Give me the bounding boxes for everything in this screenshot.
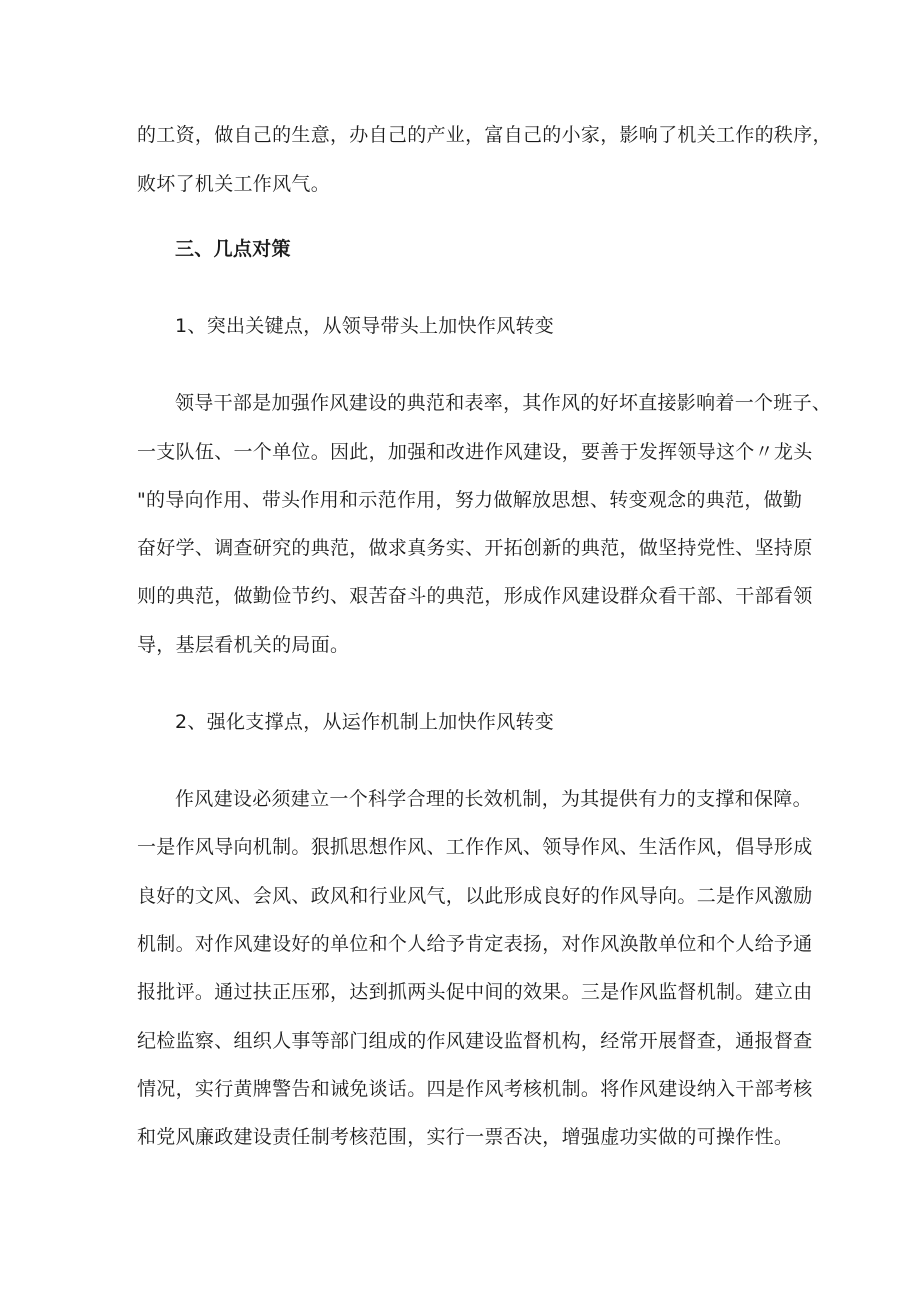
subheading-2: 2、强化支撑点，从运作机制上加快作风转变 <box>175 711 555 733</box>
paragraph-2-line-8: 和党风廉政建设责任制考核范围，实行一票否决，增强虚功实做的可操作性。 <box>137 1126 794 1148</box>
paragraph-2-line-4: 机制。对作风建设好的单位和个人给予肯定表扬，对作风涣散单位和个人给予通 <box>137 933 813 955</box>
paragraph-continued-line-2: 败坏了机关工作风气。 <box>137 173 331 195</box>
paragraph-2-line-3: 良好的文风、会风、政风和行业风气，以此形成良好的作风导向。二是作风激励 <box>137 885 813 907</box>
paragraph-2-line-5: 报批评。通过扶正压邪，达到抓两头促中间的效果。三是作风监督机制。建立由 <box>137 981 813 1003</box>
paragraph-1-line-5: 则的典范，做勤俭节约、艰苦奋斗的典范，形成作风建设群众看干部、干部看领 <box>137 585 813 607</box>
paragraph-2-line-1: 作风建设必须建立一个科学合理的长效机制，为其提供有力的支撑和保障。 <box>175 788 812 810</box>
paragraph-1-line-2: 一支队伍、一个单位。因此，加强和改进作风建设，要善于发挥领导这个〃龙头 <box>137 441 813 463</box>
paragraph-1-line-3: "的导向作用、带头作用和示范作用，努力做解放思想、转变观念的典范，做勤 <box>137 489 803 511</box>
paragraph-continued-line-1: 的工资，做自己的生意，办自己的产业，富自己的小家，影响了机关工作的秩序， <box>137 124 832 146</box>
subheading-1: 1、突出关键点，从领导带头上加快作风转变 <box>175 315 555 337</box>
paragraph-2-line-7: 情况，实行黄牌警告和诫免谈话。四是作风考核机制。将作风建设纳入干部考核 <box>137 1078 813 1100</box>
paragraph-1-line-1: 领导干部是加强作风建设的典范和表率，其作风的好坏直接影响着一个班子、 <box>175 392 832 414</box>
paragraph-2-line-2: 一是作风导向机制。狠抓思想作风、工作作风、领导作风、生活作风，倡导形成 <box>137 836 813 858</box>
section-heading: 三、几点对策 <box>175 238 291 260</box>
paragraph-2-line-6: 纪检监察、组织人事等部门组成的作风建设监督机构，经常开展督查，通报督查 <box>137 1030 813 1052</box>
paragraph-1-line-4: 奋好学、调查研究的典范，做求真务实、开拓创新的典范，做坚持党性、坚持原 <box>137 537 813 559</box>
paragraph-1-line-6: 导，基层看机关的局面。 <box>137 634 350 656</box>
